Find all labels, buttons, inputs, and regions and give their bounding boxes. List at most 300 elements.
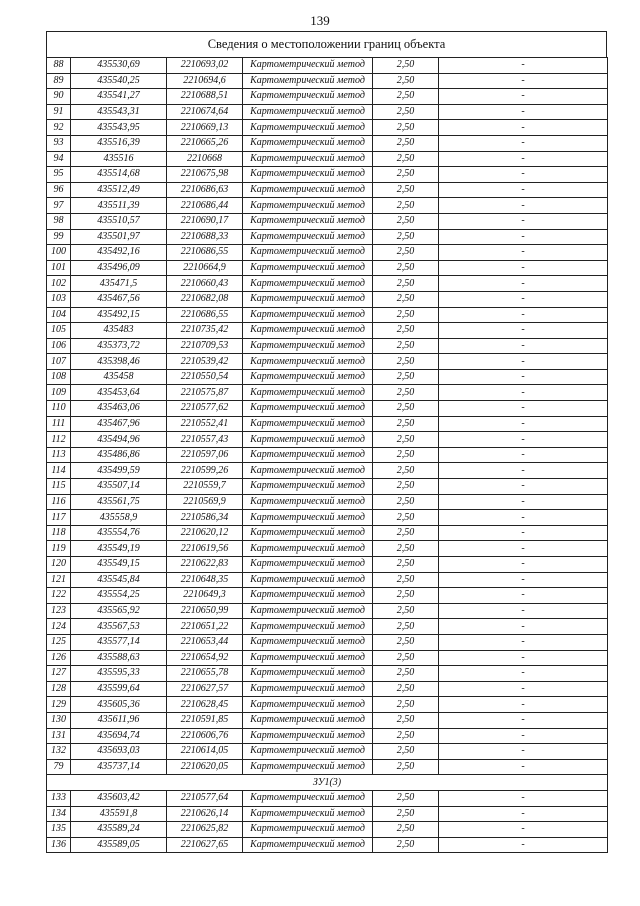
point-number: 109 (47, 385, 71, 401)
table-row (47, 822, 608, 838)
table-row (47, 681, 608, 697)
coordinate-y: 2210665,26 (167, 135, 243, 151)
table-row (47, 198, 608, 214)
subsection-label: ЗУ1(3) (47, 775, 608, 791)
determination-method: Картометрический метод (243, 837, 373, 853)
point-number: 122 (47, 588, 71, 604)
coordinate-y: 2210660,43 (167, 276, 243, 292)
coordinate-y: 2210552,41 (167, 416, 243, 432)
table-row (47, 447, 608, 463)
coordinate-x: 435494,96 (71, 432, 167, 448)
coordinate-y: 2210550,54 (167, 369, 243, 385)
description: - (439, 728, 608, 744)
determination-method: Картометрический метод (243, 276, 373, 292)
coordinate-x: 435516,39 (71, 135, 167, 151)
accuracy: 2,50 (373, 385, 439, 401)
accuracy: 2,50 (373, 603, 439, 619)
accuracy: 2,50 (373, 307, 439, 323)
coordinate-x: 435549,15 (71, 557, 167, 573)
determination-method: Картометрический метод (243, 416, 373, 432)
coordinate-y: 2210627,65 (167, 837, 243, 853)
table-row (47, 58, 608, 74)
accuracy: 2,50 (373, 557, 439, 573)
coordinate-y: 2210651,22 (167, 619, 243, 635)
point-number: 90 (47, 89, 71, 105)
subsection-row (47, 775, 608, 791)
coordinate-y: 2210669,13 (167, 120, 243, 136)
description: - (439, 73, 608, 89)
determination-method: Картометрический метод (243, 58, 373, 74)
description: - (439, 525, 608, 541)
description: - (439, 634, 608, 650)
point-number: 97 (47, 198, 71, 214)
coordinate-x: 435499,59 (71, 463, 167, 479)
coordinate-y: 2210539,42 (167, 354, 243, 370)
table-row (47, 213, 608, 229)
coordinate-y: 2210599,26 (167, 463, 243, 479)
table-row (47, 73, 608, 89)
table-row (47, 837, 608, 853)
table-row (47, 572, 608, 588)
determination-method: Картометрический метод (243, 790, 373, 806)
point-number: 123 (47, 603, 71, 619)
coordinate-x: 435512,49 (71, 182, 167, 198)
point-number: 108 (47, 369, 71, 385)
determination-method: Картометрический метод (243, 354, 373, 370)
description: - (439, 666, 608, 682)
table-row (47, 525, 608, 541)
accuracy: 2,50 (373, 182, 439, 198)
table-row (47, 323, 608, 339)
accuracy: 2,50 (373, 323, 439, 339)
description: - (439, 58, 608, 74)
description: - (439, 89, 608, 105)
point-number: 93 (47, 135, 71, 151)
coordinate-y: 2210686,55 (167, 307, 243, 323)
coordinate-x: 435588,63 (71, 650, 167, 666)
accuracy: 2,50 (373, 260, 439, 276)
table-row (47, 619, 608, 635)
point-number: 124 (47, 619, 71, 635)
coordinate-y: 2210682,08 (167, 291, 243, 307)
coordinate-x: 435567,53 (71, 619, 167, 635)
description: - (439, 447, 608, 463)
description: - (439, 806, 608, 822)
determination-method: Картометрический метод (243, 182, 373, 198)
determination-method: Картометрический метод (243, 198, 373, 214)
coordinate-x: 435561,75 (71, 494, 167, 510)
description: - (439, 260, 608, 276)
coordinate-y: 2210620,12 (167, 525, 243, 541)
description: - (439, 541, 608, 557)
table-row (47, 291, 608, 307)
point-number: 116 (47, 494, 71, 510)
determination-method: Картометрический метод (243, 510, 373, 526)
point-number: 99 (47, 229, 71, 245)
description: - (439, 572, 608, 588)
description: - (439, 650, 608, 666)
determination-method: Картометрический метод (243, 229, 373, 245)
page-number: 139 (310, 13, 330, 28)
coordinate-x: 435507,14 (71, 479, 167, 495)
point-number: 134 (47, 806, 71, 822)
coordinate-x: 435510,57 (71, 213, 167, 229)
table-row (47, 650, 608, 666)
point-number: 95 (47, 167, 71, 183)
accuracy: 2,50 (373, 712, 439, 728)
description: - (439, 401, 608, 417)
accuracy: 2,50 (373, 104, 439, 120)
table-row (47, 401, 608, 417)
determination-method: Картометрический метод (243, 260, 373, 276)
table-row (47, 479, 608, 495)
accuracy: 2,50 (373, 89, 439, 105)
coordinate-x: 435611,96 (71, 712, 167, 728)
point-number: 98 (47, 213, 71, 229)
coordinate-x: 435543,95 (71, 120, 167, 136)
table-row (47, 89, 608, 105)
description: - (439, 790, 608, 806)
description: - (439, 245, 608, 261)
table-row (47, 510, 608, 526)
description: - (439, 681, 608, 697)
determination-method: Картометрический метод (243, 728, 373, 744)
coordinate-y: 2210709,53 (167, 338, 243, 354)
accuracy: 2,50 (373, 510, 439, 526)
coordinate-y: 2210626,14 (167, 806, 243, 822)
determination-method: Картометрический метод (243, 759, 373, 775)
point-number: 104 (47, 307, 71, 323)
description: - (439, 198, 608, 214)
coordinate-y: 2210591,85 (167, 712, 243, 728)
table-row (47, 494, 608, 510)
description: - (439, 619, 608, 635)
coordinate-y: 2210674,64 (167, 104, 243, 120)
coordinate-x: 435737,14 (71, 759, 167, 775)
table-row (47, 369, 608, 385)
point-number: 135 (47, 822, 71, 838)
point-number: 106 (47, 338, 71, 354)
coordinate-y: 2210688,51 (167, 89, 243, 105)
coordinate-x: 435516 (71, 151, 167, 167)
coordinate-y: 2210650,99 (167, 603, 243, 619)
coordinate-x: 435554,25 (71, 588, 167, 604)
coordinate-y: 2210649,3 (167, 588, 243, 604)
accuracy: 2,50 (373, 73, 439, 89)
description: - (439, 463, 608, 479)
coordinate-x: 435599,64 (71, 681, 167, 697)
coordinate-x: 435541,27 (71, 89, 167, 105)
determination-method: Картометрический метод (243, 167, 373, 183)
description: - (439, 104, 608, 120)
point-number: 103 (47, 291, 71, 307)
determination-method: Картометрический метод (243, 666, 373, 682)
description: - (439, 837, 608, 853)
coordinate-x: 435543,31 (71, 104, 167, 120)
coordinate-y: 2210688,33 (167, 229, 243, 245)
accuracy: 2,50 (373, 135, 439, 151)
subsection-header-rows (47, 775, 608, 791)
determination-method: Картометрический метод (243, 463, 373, 479)
determination-method: Картометрический метод (243, 603, 373, 619)
determination-method: Картометрический метод (243, 479, 373, 495)
accuracy: 2,50 (373, 822, 439, 838)
point-number: 132 (47, 744, 71, 760)
point-number: 92 (47, 120, 71, 136)
point-number: 119 (47, 541, 71, 557)
coordinate-y: 2210620,05 (167, 759, 243, 775)
point-number: 89 (47, 73, 71, 89)
point-number: 127 (47, 666, 71, 682)
determination-method: Картометрический метод (243, 541, 373, 557)
description: - (439, 697, 608, 713)
point-number: 133 (47, 790, 71, 806)
table-row (47, 416, 608, 432)
coordinate-x: 435693,03 (71, 744, 167, 760)
coordinate-y: 2210675,98 (167, 167, 243, 183)
coordinate-x: 435605,36 (71, 697, 167, 713)
table-row (47, 151, 608, 167)
determination-method: Картометрический метод (243, 447, 373, 463)
accuracy: 2,50 (373, 681, 439, 697)
description: - (439, 432, 608, 448)
point-number: 115 (47, 479, 71, 495)
description: - (439, 213, 608, 229)
description: - (439, 759, 608, 775)
accuracy: 2,50 (373, 416, 439, 432)
coordinate-x: 435694,74 (71, 728, 167, 744)
coordinate-y: 2210586,34 (167, 510, 243, 526)
point-number: 113 (47, 447, 71, 463)
determination-method: Картометрический метод (243, 588, 373, 604)
coordinate-y: 2210557,43 (167, 432, 243, 448)
determination-method: Картометрический метод (243, 151, 373, 167)
coordinate-x: 435398,46 (71, 354, 167, 370)
accuracy: 2,50 (373, 541, 439, 557)
coordinate-x: 435467,56 (71, 291, 167, 307)
coordinate-x: 435577,14 (71, 634, 167, 650)
point-number: 91 (47, 104, 71, 120)
determination-method: Картометрический метод (243, 89, 373, 105)
accuracy: 2,50 (373, 837, 439, 853)
point-number: 131 (47, 728, 71, 744)
accuracy: 2,50 (373, 744, 439, 760)
determination-method: Картометрический метод (243, 712, 373, 728)
determination-method: Картометрический метод (243, 525, 373, 541)
description: - (439, 135, 608, 151)
coordinate-y: 2210577,62 (167, 401, 243, 417)
coordinate-y: 2210664,9 (167, 260, 243, 276)
determination-method: Картометрический метод (243, 385, 373, 401)
point-number: 120 (47, 557, 71, 573)
coordinate-y: 2210559,7 (167, 479, 243, 495)
table-row (47, 432, 608, 448)
coordinate-x: 435471,5 (71, 276, 167, 292)
coordinate-x: 435558,9 (71, 510, 167, 526)
description: - (439, 229, 608, 245)
description: - (439, 182, 608, 198)
table-row (47, 697, 608, 713)
accuracy: 2,50 (373, 151, 439, 167)
determination-method: Картометрический метод (243, 494, 373, 510)
point-number: 129 (47, 697, 71, 713)
coordinate-x: 435530,69 (71, 58, 167, 74)
coordinate-y: 2210597,06 (167, 447, 243, 463)
determination-method: Картометрический метод (243, 822, 373, 838)
point-number: 105 (47, 323, 71, 339)
determination-method: Картометрический метод (243, 338, 373, 354)
point-number: 125 (47, 634, 71, 650)
determination-method: Картометрический метод (243, 307, 373, 323)
coordinate-y: 2210619,56 (167, 541, 243, 557)
table-row (47, 541, 608, 557)
accuracy: 2,50 (373, 790, 439, 806)
coordinate-x: 435603,42 (71, 790, 167, 806)
point-number: 114 (47, 463, 71, 479)
description: - (439, 167, 608, 183)
coordinate-y: 2210690,17 (167, 213, 243, 229)
table-row (47, 354, 608, 370)
coordinate-x: 435549,19 (71, 541, 167, 557)
determination-method: Картометрический метод (243, 572, 373, 588)
point-number: 130 (47, 712, 71, 728)
description: - (439, 603, 608, 619)
description: - (439, 557, 608, 573)
description: - (439, 385, 608, 401)
coordinate-x: 435591,8 (71, 806, 167, 822)
description: - (439, 151, 608, 167)
description: - (439, 120, 608, 136)
coordinate-y: 2210627,57 (167, 681, 243, 697)
point-number: 100 (47, 245, 71, 261)
accuracy: 2,50 (373, 245, 439, 261)
determination-method: Картометрический метод (243, 369, 373, 385)
point-number: 121 (47, 572, 71, 588)
table-row (47, 229, 608, 245)
coordinate-y: 2210577,64 (167, 790, 243, 806)
point-number: 118 (47, 525, 71, 541)
point-number: 117 (47, 510, 71, 526)
table-row (47, 245, 608, 261)
table-row (47, 135, 608, 151)
determination-method: Картометрический метод (243, 619, 373, 635)
table-row (47, 260, 608, 276)
coordinate-x: 435496,09 (71, 260, 167, 276)
coordinate-x: 435486,86 (71, 447, 167, 463)
coordinate-x: 435467,96 (71, 416, 167, 432)
coordinate-x: 435589,05 (71, 837, 167, 853)
accuracy: 2,50 (373, 619, 439, 635)
coordinate-y: 2210575,87 (167, 385, 243, 401)
coordinate-y: 2210686,44 (167, 198, 243, 214)
coordinate-x: 435492,16 (71, 245, 167, 261)
point-number: 110 (47, 401, 71, 417)
coordinate-y: 2210648,35 (167, 572, 243, 588)
description: - (439, 307, 608, 323)
point-number: 88 (47, 58, 71, 74)
determination-method: Картометрический метод (243, 104, 373, 120)
accuracy: 2,50 (373, 120, 439, 136)
coordinate-y: 2210622,83 (167, 557, 243, 573)
accuracy: 2,50 (373, 167, 439, 183)
description: - (439, 822, 608, 838)
table-row (47, 712, 608, 728)
coordinates-table (46, 57, 608, 853)
point-number: 79 (47, 759, 71, 775)
coordinate-x: 435514,68 (71, 167, 167, 183)
coordinate-y: 2210694,6 (167, 73, 243, 89)
description: - (439, 369, 608, 385)
accuracy: 2,50 (373, 369, 439, 385)
accuracy: 2,50 (373, 588, 439, 604)
table-row (47, 728, 608, 744)
table-row (47, 182, 608, 198)
table-row (47, 120, 608, 136)
accuracy: 2,50 (373, 494, 439, 510)
coordinate-x: 435483 (71, 323, 167, 339)
coordinate-x: 435595,33 (71, 666, 167, 682)
determination-method: Картометрический метод (243, 634, 373, 650)
coordinate-y: 2210628,45 (167, 697, 243, 713)
determination-method: Картометрический метод (243, 245, 373, 261)
table-row (47, 307, 608, 323)
accuracy: 2,50 (373, 401, 439, 417)
coordinate-y: 2210625,82 (167, 822, 243, 838)
point-number: 94 (47, 151, 71, 167)
determination-method: Картометрический метод (243, 681, 373, 697)
description: - (439, 338, 608, 354)
description: - (439, 712, 608, 728)
description: - (439, 323, 608, 339)
determination-method: Картометрический метод (243, 557, 373, 573)
description: - (439, 510, 608, 526)
table-row (47, 276, 608, 292)
table-row (47, 338, 608, 354)
determination-method: Картометрический метод (243, 213, 373, 229)
coordinate-y: 2210693,02 (167, 58, 243, 74)
table-row (47, 744, 608, 760)
description: - (439, 494, 608, 510)
accuracy: 2,50 (373, 650, 439, 666)
coordinate-y: 2210655,78 (167, 666, 243, 682)
table-row (47, 759, 608, 775)
coordinate-y: 2210686,55 (167, 245, 243, 261)
determination-method: Картометрический метод (243, 697, 373, 713)
coordinate-y: 2210606,76 (167, 728, 243, 744)
accuracy: 2,50 (373, 479, 439, 495)
accuracy: 2,50 (373, 806, 439, 822)
table-row (47, 806, 608, 822)
point-number: 126 (47, 650, 71, 666)
table-row (47, 463, 608, 479)
accuracy: 2,50 (373, 728, 439, 744)
table-row (47, 666, 608, 682)
accuracy: 2,50 (373, 697, 439, 713)
table-row (47, 603, 608, 619)
coordinate-x: 435589,24 (71, 822, 167, 838)
coordinate-x: 435565,92 (71, 603, 167, 619)
point-number: 128 (47, 681, 71, 697)
table-row (47, 588, 608, 604)
determination-method: Картометрический метод (243, 323, 373, 339)
point-number: 102 (47, 276, 71, 292)
coordinate-x: 435511,39 (71, 198, 167, 214)
accuracy: 2,50 (373, 213, 439, 229)
accuracy: 2,50 (373, 58, 439, 74)
determination-method: Картометрический метод (243, 650, 373, 666)
determination-method: Картометрический метод (243, 291, 373, 307)
accuracy: 2,50 (373, 463, 439, 479)
